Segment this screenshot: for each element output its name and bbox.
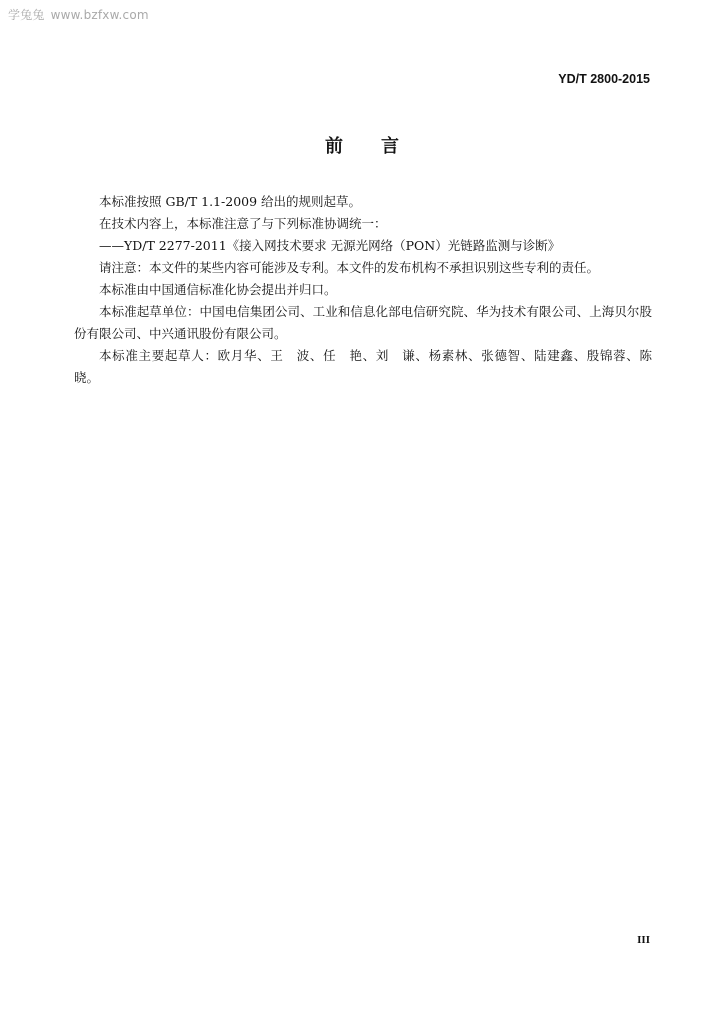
page-title: [0, 132, 724, 158]
paragraph-coordination: 在技术内容上，本标准注意了与下列标准协调统一：: [99, 216, 387, 231]
watermark-url: www.bzfxw.com: [50, 8, 149, 22]
paragraph-drafters: 本标准主要起草人：欧月华、王 波、任 艳、刘 谦、杨素林、张德智、陆建鑫、殷锦蓉、陈 晓。: [74, 348, 665, 385]
watermark: [8, 6, 149, 23]
paragraph-proposer: 本标准由中国通信标准化协会提出并归口。: [99, 282, 337, 297]
page-title-char-2: 言: [381, 136, 399, 157]
page-number: III: [637, 934, 650, 946]
standard-code: YD/T 2800-2015: [558, 72, 650, 86]
paragraph-drafting-rules: 本标准按照 GB/T 1.1-2009 给出的规则起草。: [99, 194, 362, 209]
paragraph-related-standard: ——YD/T 2277-2011《接入网技术要求 无源光网络（PON）光链路监测与诊断》: [99, 238, 561, 253]
paragraph-patent-notice: 请注意：本文件的某些内容可能涉及专利。本文件的发布机构不承担识别这些专利的责任。: [99, 260, 600, 275]
paragraph-drafting-units: 本标准起草单位：中国电信集团公司、工业和信息化部电信研究院、华为技术有限公司、上海贝尔股份有限公司、中兴通讯股份有限公司。: [74, 304, 652, 341]
page-title-char-1: 前: [325, 136, 343, 157]
foreword-body: [74, 191, 665, 389]
watermark-site-name: 学兔兔: [8, 8, 45, 22]
